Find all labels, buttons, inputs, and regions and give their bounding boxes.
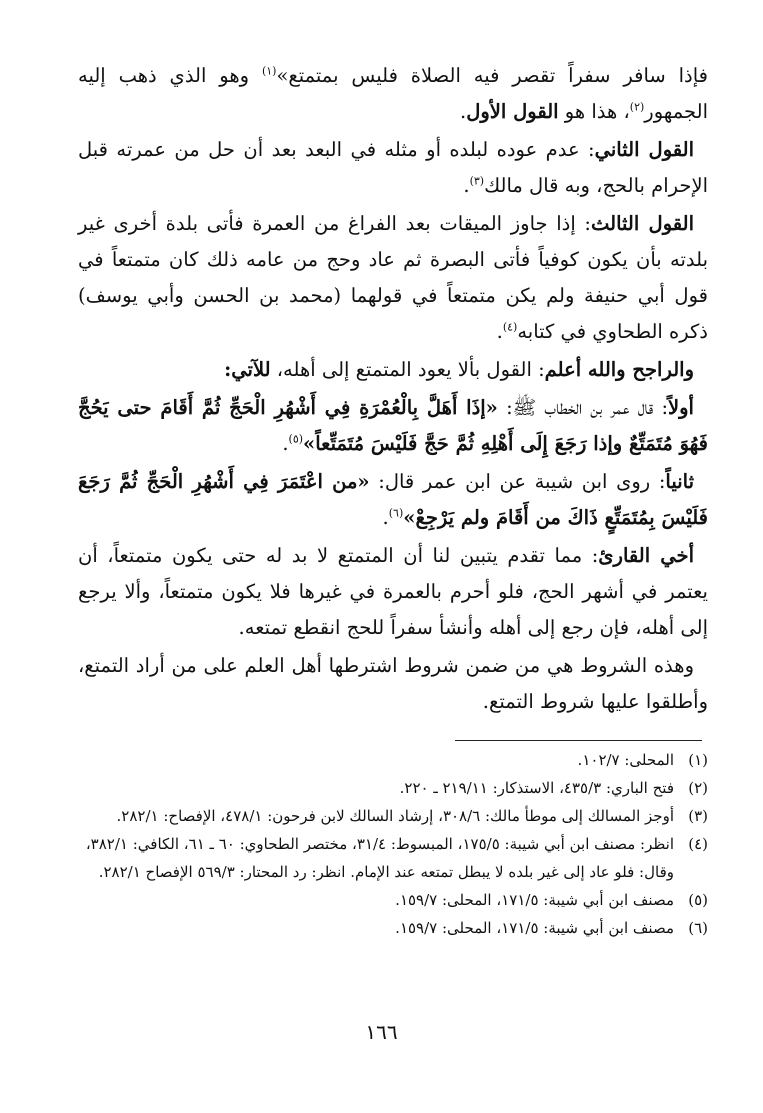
footnote-separator [455, 740, 702, 741]
preferred-opinion-label: والراجح والله أعلم [544, 358, 694, 381]
text-segment: ، هذا هو [558, 100, 630, 123]
footnote-ref[interactable]: (٤) [502, 320, 518, 334]
footnote-ref[interactable]: (٥) [288, 432, 304, 446]
footnote-text: المحلى: ١٠٢/٧. [577, 751, 674, 769]
third-opinion-label: القول الثالث [591, 212, 694, 235]
footnote-item [78, 914, 708, 942]
text-segment: . [496, 320, 503, 343]
reasons-label: للآتي: [224, 358, 271, 381]
paragraph-1 [78, 58, 708, 130]
text-segment: : قال عمر بن الخطاب ﷺ: [497, 396, 669, 419]
footnote-item [78, 802, 708, 830]
text-segment: : روى ابن شيبة عن ابن عمر قال: [369, 470, 666, 493]
footnote-ref[interactable]: (٦) [388, 506, 404, 520]
footnote-number: (٤) [688, 835, 708, 853]
main-text [78, 58, 708, 722]
text-segment: : عدم عوده لبلده أو مثله في البعد بعد أن حل من عمرته قبل الإحرام بالحج، وبه قال مالك [78, 138, 708, 197]
text-segment: . [460, 100, 467, 123]
second-reason-label: ثانياً [665, 470, 695, 493]
paragraph-7 [78, 538, 708, 646]
first-reason-label: أولاً [668, 396, 694, 419]
footnote-item [78, 774, 708, 802]
footnote-number: (٢) [688, 779, 708, 797]
footnote-text: مصنف ابن أبي شيبة: ١٧١/٥، المحلى: ١٥٩/٧. [395, 919, 674, 937]
footnote-ref[interactable]: (٣) [469, 174, 485, 188]
text-segment: : إذا جاوز الميقات بعد الفراغ من العمرة فأتى بلدة أخرى غير بلدته بأن يكون كوفياً فأتى البصرة ثم عاد وحج من عامه ذلك كان متمتعاً في قول أبي حنيفة ولم يكن متمتعاً في قولهما (محمد بن الحسن وأبي يوسف) ذكره الطحاوي في كتابه [78, 212, 708, 343]
footnote-item [78, 886, 708, 914]
text-segment: . [282, 432, 289, 455]
first-opinion-label: القول الأول [466, 100, 559, 123]
text-segment: فإذا سافر سفراً تقصر فيه الصلاة فليس بمتمتع» [276, 64, 708, 87]
page-number: ١٦٦ [365, 1020, 398, 1044]
hadith-quote: «إذَا أَهَلَّ بِالْعُمْرَةِ فِي أَشْهُرِ الْحَجِّ ثُمَّ أَقَامَ حتى يَحُجَّ فَهُوَ مُتَمَتِّعٌ وإذا رَجَعَ إِلَى أَهْلِهِ ثُمَّ حَجَّ فَلَيْسَ مُتَمَتِّعاً» [78, 396, 708, 455]
reader-address-label: أخي القارئ [598, 544, 694, 567]
footnotes [78, 746, 708, 942]
footnote-text: أوجز المسالك إلى موطأ مالك: ٣٠٨/٦، إرشاد السالك لابن فرحون: ٤٧٨/١، الإفصاح: ٢٨٢/١. [116, 807, 674, 825]
second-opinion-label: القول الثاني [594, 138, 694, 161]
text-segment: : مما تقدم يتبين لنا أن المتمتع لا بد له حتى يكون متمتعاً، أن يعتمر في أشهر الحج، فلو أحرم بالعمرة في غيرها فلا يكون متمتعاً، وألا يرجع إلى أهله، فإن رجع إلى أهله وأنشأ سفراً للحج انقطع تمتعه. [78, 544, 708, 639]
footnote-ref[interactable]: (١) [261, 64, 277, 78]
paragraph-5 [78, 390, 708, 462]
text-segment: وهو الذي ذهب إليه الجمهور [78, 64, 708, 123]
text-segment: : القول بألا يعود المتمتع إلى أهله، [270, 358, 545, 381]
footnote-number: (٣) [688, 807, 708, 825]
footnote-ref[interactable]: (٢) [629, 100, 645, 114]
footnote-number: (٦) [688, 919, 708, 937]
paragraph-3 [78, 206, 708, 350]
paragraph-4 [78, 352, 708, 388]
paragraph-2 [78, 132, 708, 204]
footnote-number: (١) [688, 751, 708, 769]
text-segment: . [382, 506, 389, 529]
footnote-text: فتح الباري: ٤٣٥/٣، الاستذكار: ٢١٩/١١ ـ ٢٢٠. [399, 779, 674, 797]
footnote-text: مصنف ابن أبي شيبة: ١٧١/٥، المحلى: ١٥٩/٧. [395, 891, 674, 909]
text-segment: . [463, 174, 470, 197]
footnote-item [78, 830, 708, 886]
footnote-text: انظر: مصنف ابن أبي شيبة: ١٧٥/٥، المبسوط: ٣١/٤، مختصر الطحاوي: ٦٠ ـ ٦١، الكافي: ٣٨٢/١، وقال: فلو عاد إلى غير بلده لا يبطل تمتعه عند الإمام. انظر: رد المحتار: ٥٦٩/٣ الإفصاح ٢٨٢/١. [85, 835, 674, 881]
paragraph-6 [78, 464, 708, 536]
hadith-quote: «من اعْتَمَرَ فِي أَشْهُرِ الْحَجِّ ثُمَّ رَجَعَ فَلَيْسَ بِمُتَمَتِّعٍ ذَاكَ من أَقَامَ ولم يَرْجِعْ» [78, 470, 708, 529]
footnote-item [78, 746, 708, 774]
paragraph-8: وهذه الشروط هي من ضمن شروط اشترطها أهل العلم على من أراد التمتع، وأطلقوا عليها شروط التمتع. [78, 654, 708, 713]
footnote-number: (٥) [688, 891, 708, 909]
